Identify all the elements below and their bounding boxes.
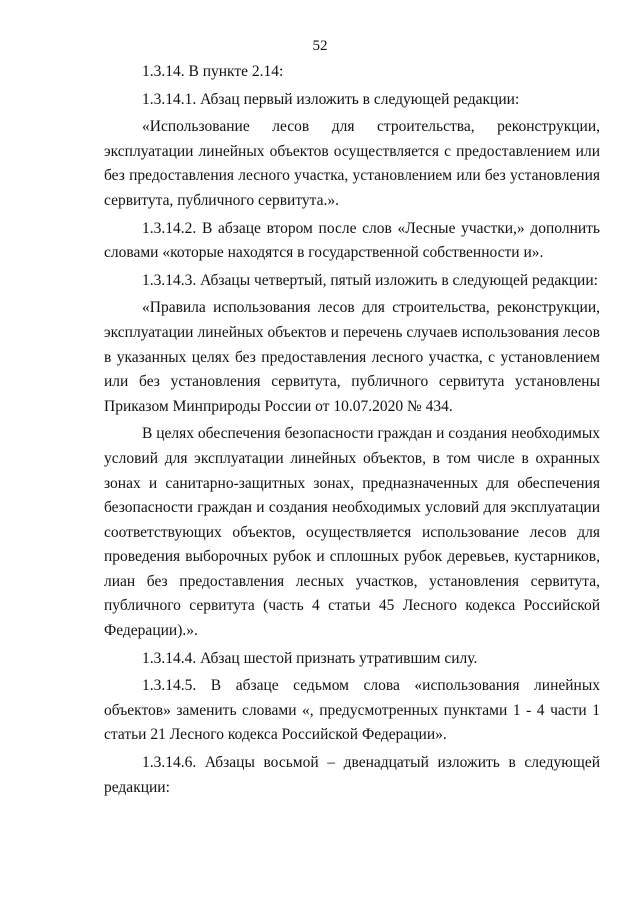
paragraph-1-3-14-6: 1.3.14.6. Абзацы восьмой – двенадцатый изложить в следующей редакции:: [104, 754, 600, 796]
paragraph-1-3-14-5: 1.3.14.5. В абзаце седьмом слова «использования линейных объектов» заменить словами «, предусмотренных пунктами 1 - 4 части 1 статьи 21 Лесного кодекса Российской Федерации».: [104, 677, 600, 744]
paragraph-1-3-14-4: 1.3.14.4. Абзац шестой признать утратившим силу.: [142, 649, 478, 667]
paragraph-quote-2: «Правила использования лесов для строительства, реконструкции, эксплуатации линейных объектов и перечень случаев использования лесов в указанных целях без предоставления лесного участка, с установлением или без установления сервитута, публичного сервитута установлены Приказом Минприроды России от 10.07.2020 № 434.: [104, 299, 600, 415]
document-body: [104, 60, 600, 803]
paragraph-1-3-14-2: 1.3.14.2. В абзаце втором после слов «Лесные участки,» дополнить словами «которые находятся в государственной собственности и».: [104, 219, 600, 262]
paragraph-quote-1: «Использование лесов для строительства, реконструкции, эксплуатации линейных объектов осуществляется с предоставлением или без предоставления лесного участка, установлением или без установления сервитута, публичного сервитута.».: [104, 118, 600, 209]
paragraph-quote-3: В целях обеспечения безопасности граждан и создания необходимых условий для эксплуатации линейных объектов, в том числе в охранных зонах и санитарно-защитных зонах, предназначенных для обеспечения безопасности граждан и создания необходимых условий для эксплуатации соответствующих объектов, осуществляется использование лесов для проведения выборочных рубок и сплошных рубок деревьев, кустарников, лиан без предоставления лесных участков, установления сервитута, публичного сервитута (часть 4 статьи 45 Лесного кодекса Российской Федерации).».: [104, 425, 600, 640]
paragraph-1-3-14: 1.3.14. В пункте 2.14:: [142, 63, 284, 80]
paragraph-1-3-14-3: 1.3.14.3. Абзацы четвертый, пятый изложить в следующей редакции:: [142, 271, 598, 289]
paragraph-1-3-14-1: 1.3.14.1. Абзац первый изложить в следующей редакции:: [142, 90, 520, 108]
page-number: 52: [312, 38, 328, 54]
